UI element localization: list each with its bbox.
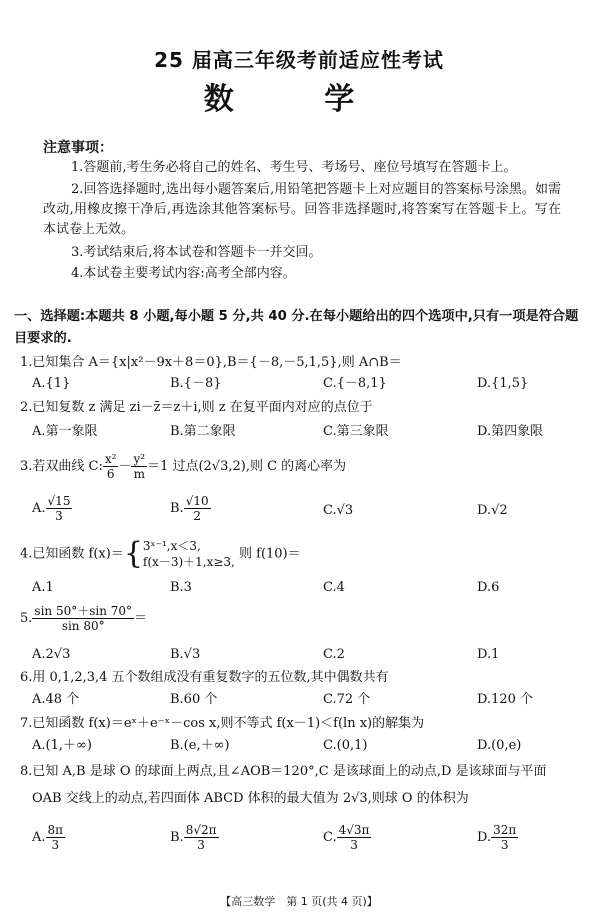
question-8-stem-line-1: 8.已知 A,B 是球 O 的球面上两点,且∠AOB＝120°,C 是该球面上的动点,D 是该球面与平面 [20,764,547,779]
question-1-option-b: B.{－8} [170,376,222,391]
notice-heading: 注意事项： [43,140,113,156]
question-3-option-c: C.√3 [323,503,354,518]
question-2-option-b: B.第二象限 [170,424,236,439]
question-3-option-d: D.√2 [477,503,508,518]
question-5-stem-b: ＝ [134,611,148,626]
frac-numerator: 32π [493,823,517,837]
question-3-frac-y [131,452,147,481]
subject-title: 数 学 [203,82,395,117]
question-5-option-a: A.2√3 [32,647,71,662]
option-fraction [491,823,518,852]
question-4-stem-a: 4.已知函数 f(x)＝ [20,546,124,562]
question-1-option-c: C.{－8,1} [323,376,387,391]
frac-denominator: 2 [193,509,201,523]
question-5-fraction [32,604,134,633]
frac-denominator: 3 [500,838,509,852]
question-5-option-c: C.2 [323,647,345,662]
question-3-stem-c: ＝1 过点(2√3,2),则 C 的离心率为 [147,459,347,474]
question-6-stem: 6.用 0,1,2,3,4 五个数组成没有重复数字的五位数,其中偶数共有 [20,670,389,685]
question-3-stem-a: 3.若双曲线 C: [20,459,103,474]
option-label: B. [170,830,184,845]
question-1-option-d: D.{1,5} [477,376,529,391]
question-7-option-c: C.(0,1) [323,738,368,753]
question-4-stem [20,538,585,570]
frac-numerator: 4√3π [338,823,370,837]
frac-denominator: 6 [106,467,115,481]
frac-numerator: √10 [185,494,209,508]
option-label: A. [32,830,46,845]
question-8-option-b [170,823,219,852]
option-label: C. [323,830,337,845]
piecewise-case-2: f(x－3)＋1,x≥3, [142,555,235,569]
question-8-option-a [32,823,65,852]
frac-numerator: 8π [47,823,64,837]
section-heading: 一、选择题:本题共 8 小题,每小题 5 分,共 40 分.在每小题给出的四个选项中,只有一项是符合题目要求的. [14,309,579,346]
question-2-stem: 2.已知复数 z 满足 zi－z̄＝z＋i,则 z 在复平面内对应的点位于 [20,400,373,415]
question-8-option-d [477,823,518,852]
question-3-option-b [170,494,211,523]
question-5-option-d: D.1 [477,647,500,662]
question-6-option-b: B.60 个 [170,692,218,707]
question-5-stem [20,604,585,633]
question-1-stem: 1.已知集合 A＝{x|x²－9x＋8＝0},B＝{－8,－5,1,5},则 A∩B＝ [20,355,402,370]
exam-title: 25 届高三年级考前适应性考试 [154,48,444,72]
frac-numerator: y² [133,452,146,466]
option-fraction [46,823,66,852]
frac-denominator: 3 [55,509,63,523]
question-3-option-a [32,494,72,523]
piecewise-cases [143,538,235,570]
frac-denominator: 3 [350,838,358,852]
option-label: D. [477,830,492,845]
question-5-option-b: B.√3 [170,647,201,662]
question-7-stem: 7.已知函数 f(x)＝eˣ＋e⁻ˣ－cos x,则不等式 f(x－1)＜f(ln x)的解集为 [20,716,425,731]
question-8-stem-line-2: OAB 交线上的动点,若四面体 ABCD 体积的最大值为 2√3,则球 O 的体积为 [32,791,469,806]
frac-denominator: m [133,467,145,481]
question-2-option-c: C.第三象限 [323,424,389,439]
option-label: B. [170,501,184,516]
frac-numerator: x² [104,452,117,466]
notice-item-1: 1.答题前,考生务必将自己的姓名、考生号、考场号、座位号填写在答题卡上。 [71,160,517,175]
question-2-option-a: A.第一象限 [32,424,98,439]
question-5-stem-a: 5. [20,611,33,626]
frac-numerator: √15 [47,494,71,508]
piecewise-brace: { [123,536,143,571]
frac-denominator: 3 [197,838,205,852]
question-4-option-a: A.1 [32,580,54,595]
notice-item-3: 3.考试结束后,将本试卷和答题卡一并交回。 [71,245,322,260]
frac-denominator: sin 80° [61,619,105,633]
option-fraction [46,494,73,523]
option-fraction [337,823,372,852]
piecewise-case-1: 3ˣ⁻¹,x＜3, [142,539,201,553]
notice-item-4: 4.本试卷主要考试内容:高考全部内容。 [71,266,296,281]
question-7-option-a: A.(1,＋∞) [32,738,92,753]
question-8-option-c [323,823,371,852]
question-3-stem [20,452,585,481]
frac-numerator: sin 50°＋sin 70° [34,604,133,618]
question-6-option-c: C.72 个 [323,692,371,707]
frac-denominator: 3 [51,838,60,852]
question-2-option-d: D.第四象限 [477,424,544,439]
option-fraction [184,494,211,523]
question-4-option-b: B.3 [170,580,192,595]
frac-numerator: 8√2π [185,823,217,837]
question-7-option-b: B.(e,＋∞) [170,738,230,753]
question-6-option-d: D.120 个 [477,692,534,707]
question-1-option-a: A.{1} [32,376,71,391]
option-fraction [184,823,219,852]
question-4-stem-b: 则 f(10)＝ [239,546,301,562]
option-label: A. [32,501,46,516]
question-4-option-d: D.6 [477,580,500,595]
question-6-option-a: A.48 个 [32,692,80,707]
page-footer: 【高三数学 第 1 页(共 4 页)】 [220,895,378,908]
notice-item-2: 2.回答选择题时,选出每小题答案后,用铅笔把答题卡上对应题目的答案标号涂黑。如需改动,用橡皮擦干净后,再选涂其他答案标号。回答非选择题时,将答案写在答题卡上。写在本试卷上无效。 [43,182,561,237]
question-3-stem-b: － [118,459,132,474]
question-7-option-d: D.(0,e) [477,738,522,753]
question-3-frac-x [103,452,119,481]
question-4-option-c: C.4 [323,580,345,595]
